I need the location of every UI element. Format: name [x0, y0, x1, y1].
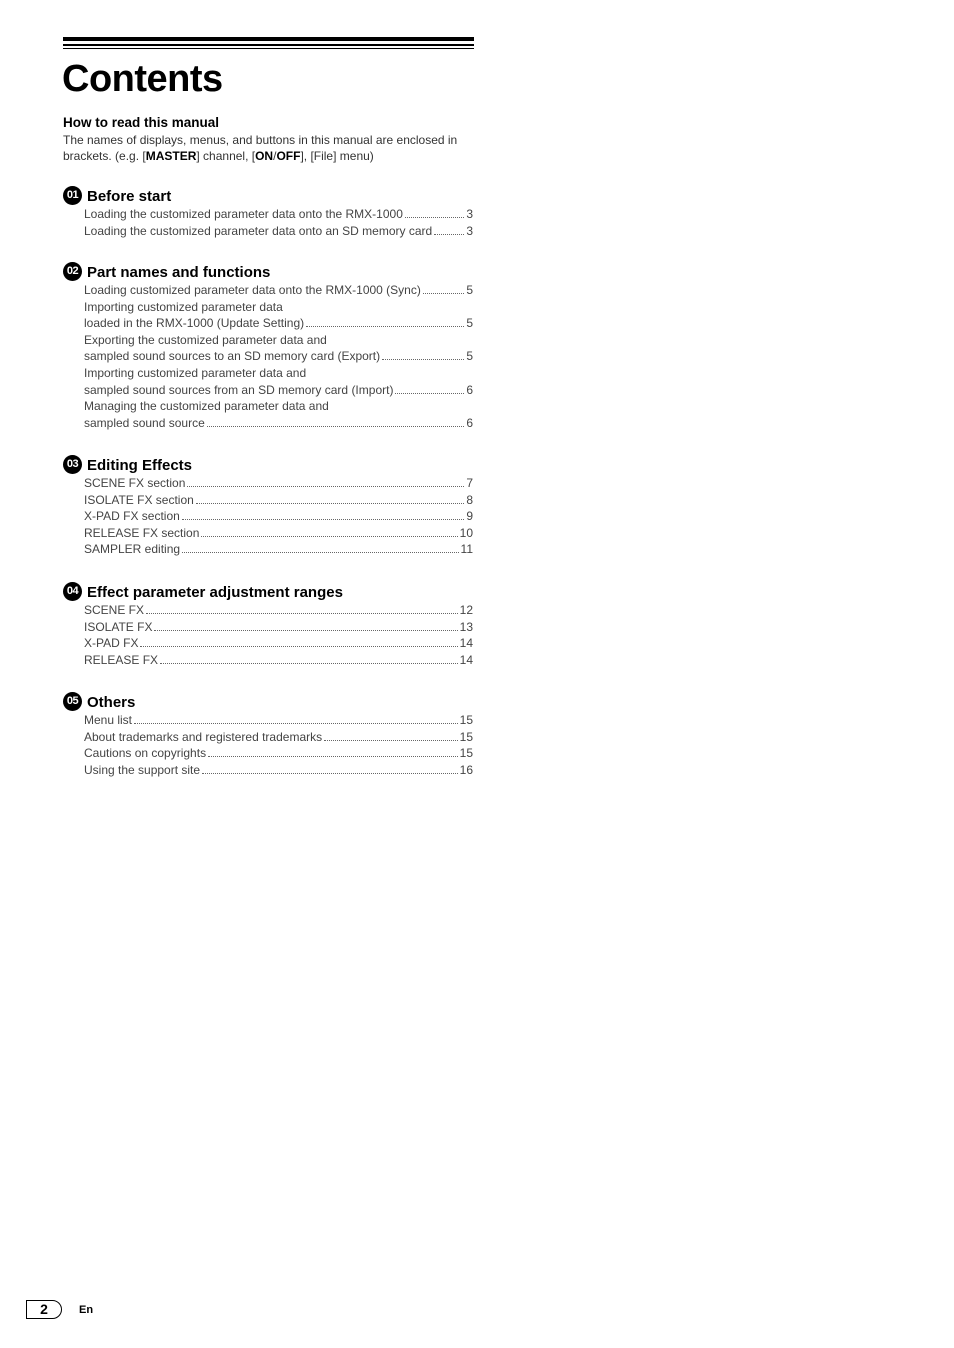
section-number-badge: 03 — [63, 455, 82, 474]
entry-text-first-line: Importing customized parameter data — [84, 299, 283, 314]
toc-section-part-names — [63, 262, 473, 431]
entry-page: 11 — [460, 542, 473, 557]
entry-page: 5 — [466, 316, 473, 331]
entry-text: Loading customized parameter data onto the RMX-1000 (Sync) — [84, 283, 421, 297]
toc-entry[interactable] — [84, 206, 473, 223]
section-title[interactable]: Others — [87, 694, 136, 711]
dot-leader — [405, 217, 464, 218]
dot-leader — [423, 293, 464, 294]
entry-list — [63, 602, 473, 668]
toc-entry[interactable] — [84, 475, 473, 492]
dot-leader — [207, 426, 465, 427]
entry-text: Loading the customized parameter data onto an SD memory card — [84, 223, 433, 238]
entry-page: 13 — [459, 619, 473, 634]
howto-bold-off: OFF — [276, 149, 301, 163]
dot-leader — [382, 359, 464, 360]
entry-text: sampled sound sources from an SD memory card (Import) — [84, 382, 394, 397]
entry-text: ISOLATE FX section — [84, 492, 194, 507]
toc-entry[interactable] — [84, 299, 473, 332]
entry-text: Loading the customized parameter data onto the RMX-1000 — [84, 207, 403, 221]
entry-text: sampled sound source — [84, 415, 205, 430]
how-to-read-block — [63, 115, 478, 164]
dot-leader — [134, 723, 458, 724]
toc-section-before-start — [63, 186, 473, 239]
dot-leader — [182, 519, 465, 520]
toc-entry[interactable] — [84, 619, 473, 636]
section-heading — [63, 186, 473, 206]
entry-list — [63, 475, 473, 558]
section-title[interactable]: Part names and functions — [87, 264, 271, 281]
entry-page: 14 — [459, 636, 473, 651]
toc-entry[interactable] — [84, 745, 473, 762]
toc-entry[interactable] — [84, 365, 473, 398]
dot-leader — [154, 630, 457, 631]
section-number-badge: 04 — [63, 582, 82, 601]
dot-leader — [187, 486, 464, 487]
toc-entry[interactable] — [84, 223, 473, 240]
entry-page: 15 — [459, 729, 473, 744]
dot-leader — [146, 613, 458, 614]
toc-entry[interactable] — [84, 729, 473, 746]
page-number-tab: 2 — [26, 1300, 62, 1319]
entry-page: 9 — [466, 509, 473, 524]
toc-entry[interactable] — [84, 398, 473, 431]
entry-page: 3 — [466, 223, 473, 238]
dot-leader — [140, 646, 457, 647]
entry-text: ISOLATE FX — [84, 619, 153, 634]
section-number-badge: 01 — [63, 186, 82, 205]
language-code: En — [79, 1304, 94, 1316]
entry-text: X-PAD FX section — [84, 509, 180, 524]
entry-page: 15 — [459, 746, 473, 761]
entry-page: 6 — [466, 382, 473, 397]
dot-leader — [208, 756, 458, 757]
how-to-read-text — [63, 132, 478, 164]
section-title[interactable]: Effect parameter adjustment ranges — [87, 584, 343, 601]
howto-bold-on: ON — [255, 149, 274, 163]
entry-text-first-line: Importing customized parameter data and — [84, 365, 307, 380]
entry-text-first-line: Exporting the customized parameter data and — [84, 332, 327, 347]
entry-text: SCENE FX — [84, 603, 145, 617]
section-number-badge: 02 — [63, 262, 82, 281]
section-title[interactable]: Before start — [87, 188, 172, 205]
dot-leader — [202, 773, 458, 774]
entry-page: 5 — [466, 283, 473, 297]
dot-leader — [434, 234, 464, 235]
dot-leader — [182, 552, 458, 553]
toc-entry[interactable] — [84, 712, 473, 729]
section-heading — [63, 455, 473, 475]
dot-leader — [196, 503, 464, 504]
toc-entry[interactable] — [84, 508, 473, 525]
section-heading — [63, 262, 473, 282]
toc-entry[interactable] — [84, 282, 473, 299]
dot-leader — [160, 663, 458, 664]
entry-text: Using the support site — [84, 762, 201, 777]
section-heading — [63, 692, 473, 712]
dot-leader — [201, 536, 457, 537]
entry-page: 7 — [466, 476, 473, 490]
header-rule-thick — [63, 37, 474, 41]
toc-entry[interactable] — [84, 635, 473, 652]
entry-page: 12 — [459, 603, 473, 617]
howto-text-after: ], [File] menu) — [300, 149, 374, 163]
entry-text: sampled sound sources to an SD memory card (Export) — [84, 349, 381, 364]
toc-entry[interactable] — [84, 762, 473, 779]
entry-page: 16 — [459, 762, 473, 777]
toc-entry[interactable] — [84, 602, 473, 619]
how-to-read-title: How to read this manual — [63, 115, 220, 130]
entry-text: SCENE FX section — [84, 476, 186, 490]
section-title[interactable]: Editing Effects — [87, 457, 193, 474]
dot-leader — [324, 740, 458, 741]
entry-text: Menu list — [84, 713, 133, 727]
toc-section-editing-effects — [63, 455, 473, 558]
toc-section-others — [63, 692, 473, 778]
toc-entry[interactable] — [84, 652, 473, 669]
howto-bold-master: MASTER — [145, 149, 197, 163]
section-heading — [63, 582, 473, 602]
entry-text: loaded in the RMX-1000 (Update Setting) — [84, 316, 305, 331]
entry-page: 10 — [459, 525, 473, 540]
toc-section-parameter-ranges — [63, 582, 473, 668]
entry-page: 14 — [459, 652, 473, 667]
howto-text-mid: ] channel, [ — [196, 149, 256, 163]
entry-list — [63, 206, 473, 239]
entry-text: X-PAD FX — [84, 636, 139, 651]
page-title: Contents — [62, 58, 223, 100]
entry-page: 15 — [459, 713, 473, 727]
entry-list — [63, 712, 473, 778]
header-rule-thin — [63, 44, 474, 46]
entry-page: 8 — [466, 492, 473, 507]
entry-text: RELEASE FX — [84, 652, 159, 667]
howto-slash: / — [273, 149, 277, 163]
entry-list — [63, 282, 473, 431]
toc-entry[interactable] — [84, 332, 473, 365]
entry-page: 3 — [466, 207, 473, 221]
entry-text-first-line: Managing the customized parameter data and — [84, 399, 329, 414]
dot-leader — [306, 326, 464, 327]
entry-page: 5 — [466, 349, 473, 364]
entry-text: SAMPLER editing — [84, 542, 181, 557]
toc-entry[interactable] — [84, 541, 473, 558]
howto-text-before: The names of displays, menus, and buttons in this manual are enclosed in brackets. (e.g. [ — [63, 133, 458, 163]
toc-entry[interactable] — [84, 525, 473, 542]
entry-text: Cautions on copyrights — [84, 746, 207, 761]
entry-text: About trademarks and registered trademarks — [84, 729, 323, 744]
toc-entry[interactable] — [84, 492, 473, 509]
section-number-badge: 05 — [63, 692, 82, 711]
entry-page: 6 — [466, 415, 473, 430]
dot-leader — [395, 393, 464, 394]
header-rule-hairline — [63, 48, 474, 49]
entry-text: RELEASE FX section — [84, 525, 200, 540]
